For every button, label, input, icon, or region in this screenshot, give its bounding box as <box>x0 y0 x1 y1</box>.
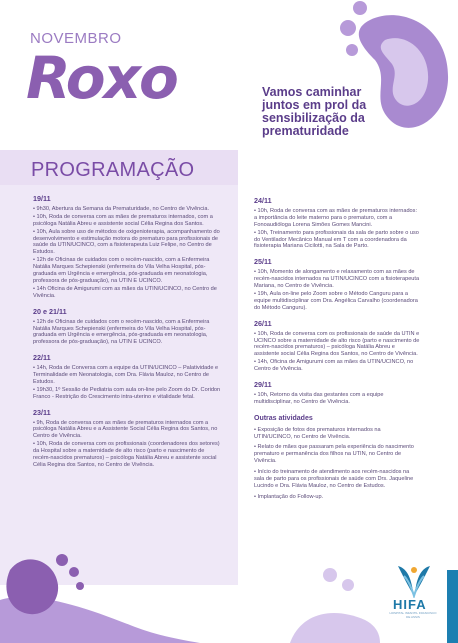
activity-item: • Implantação do Follow-up. <box>254 493 324 500</box>
footprint-right-icon <box>270 545 380 643</box>
day-heading: 22/11 <box>33 353 51 363</box>
blue-side-bar <box>447 570 458 643</box>
day-heading: 29/11 <box>254 380 272 390</box>
schedule-entry: • 9h, Roda de conversa com as mães de prematuros internados com a psicóloga Natália Abreu e a Assistente Social Célia Regina dos Santos, no Centro de Vivência. <box>33 419 218 440</box>
schedule-entry: • 14h Oficina de Amigurumi com as mães da UTIN/UCINCO, no Centro de Vivência. <box>33 285 217 299</box>
schedule-entry: • 10h, Aula sobre uso de métodos de oxigenioterapia, acompanhamento do desenvolvimento e estimulação motora do prematuro para profissionais de saúde da UTIN/UCINCO, com a fisioterapeuta Luiz Felipe, no Centro de Estudos. <box>33 228 220 256</box>
programacao-title: PROGRAMAÇÃO <box>31 159 195 181</box>
schedule-entry: • 10h, Roda de conversa com as mães de prematuros internados: a importância do leite materno para o prematuro, com a Fonoaudióloga Lorena Simões Gomes Mancini. <box>254 207 418 228</box>
day-heading: 25/11 <box>254 257 272 267</box>
schedule-entry: • 9h30, Abertura da Semana da Prematuridade, no Centro de Vivência. <box>33 205 209 212</box>
activity-item: • Relato de mães que passaram pela experiência do nascimento prematuro e permanência dos filhos na UTIN, no Centro de Vivência. <box>254 444 414 465</box>
novembro-label: NOVEMBRO <box>30 30 122 47</box>
schedule-entry: • 10h, Roda de conversa com os profissionais (coordenadores dos setores) da Hospital sobre a maternidade de alto risco (parto e nascimento de recém-nascidos prematuros) – psicóloga Natália Abreu e assistente social Célia Regina dos Santos, no Centro de Vivência. <box>33 441 220 468</box>
day-heading: 19/11 <box>33 194 51 203</box>
day-heading: 26/11 <box>254 318 272 328</box>
schedule-entry: • 10h, Roda de conversa com as mães de prematuros internados, com a psicóloga Natália Abreu e assistente social Célia Regina dos Santos. <box>33 213 213 227</box>
schedule-entry: • 10h, Retorno da visita das gestantes com a equipe multidisciplinar, no Centro de Vivência. <box>254 391 384 405</box>
hifa-logo-icon <box>392 562 436 598</box>
schedule-entry: • 10h, Momento de alongamento e relaxamento com as mães de recém-nascidos internados na UTIN/UCINCO com a fisioterapeuta Mariana, no Centro de Vivência. <box>254 269 420 290</box>
day-heading: 20 e 21/11 <box>33 306 67 316</box>
footprint-bottom-icon <box>0 530 200 643</box>
day-heading: 23/11 <box>33 407 51 417</box>
activity-item: • Início do treinamento de atendimento aos recém-nascidos na sala de parto para os profissionais de saúde com Drs. Jaqueline Lucindo e Dra. Flávia Mauloz, no Centro de Estudos. <box>254 469 414 489</box>
right-column <box>254 198 420 505</box>
schedule-entry: • 12h de Oficinas de cuidados com o recém-nascido, com a Enfermeira Natália Marques Schepienski (enfermeira do Vila Velha Hospital, pós-graduada em Urgência e emergência, pós-graduada em neonatologia, professora de pós-graduação), na UTIN E UCINCO. <box>33 318 210 346</box>
schedule-entry: • 10h, Roda de conversa com os profissionais de saúde da UTIN e UCINCO sobre a maternidade de alto risco (parto e nascimento de recém-nascidos prematuros) – psicóloga Natália Abreu e assistente social Célia Regina dos Santos, no Centro de Vivência. <box>254 330 420 358</box>
schedule-entry: • 14h, Oficina de Amigurumi com as mães da UTIN/UCINCO, no Centro de Vivência. <box>254 359 414 373</box>
schedule-entry: • 10h, Treinamento para profissionais da sala de parto sobre o uso do Ventilador Mecânico Manual em T com a coordenadora da fisioterapia Mariana Cicilotti, na Sala de Parto. <box>254 229 419 250</box>
schedule-entry: • 19h, Aula on-line pelo Zoom sobre o Método Canguru para a equipe multidisciplinar com Dra. Angélica Carvalho (coordenadora do Método Canguru). <box>254 290 418 311</box>
tagline: Vamos caminhar juntos em prol da sensibilização da prematuridade <box>262 85 367 138</box>
schedule-entry: • 19h30, 1º Sessão de Pediatria com aula on-line pelo Zoom do Dr. Coridon Franco - Restrição do Crescimento intra-uterino e vitalidade fetal. <box>33 386 221 400</box>
day-heading: 24/11 <box>254 196 272 205</box>
schedule-entry: • 14h, Roda de Conversa com a equipe da UTIN/UCINCO – Palatividade e Terminalidade em Neonatologia, com Dra. Flávia Mauloz, no Centro de Estudos. <box>33 365 219 385</box>
roxo-title: Roxo <box>26 44 177 112</box>
schedule-entry: • 12h de Oficinas de cuidados com o recém-nascido, com a Enfermeira Natália Marques Schepienski (enfermeira do Vila Velha Hospital, pós-graduada em Urgência e emergência, pós-graduada em neonatologia, professora de pós-graduação), na UTIN E UCINCO. <box>33 257 210 284</box>
left-column <box>33 196 223 470</box>
hifa-logo-subtitle: HOSPITAL INFANTIL FRANCISCO DE ASSIS <box>389 611 437 619</box>
hifa-logo-text: HIFA <box>393 597 427 612</box>
activity-item: • Exposição de fotos dos prematuros internados na UTIN/UCINCO, no Centro de Vivência. <box>254 426 381 440</box>
outras-atividades-title: Outras atividades <box>254 414 313 422</box>
